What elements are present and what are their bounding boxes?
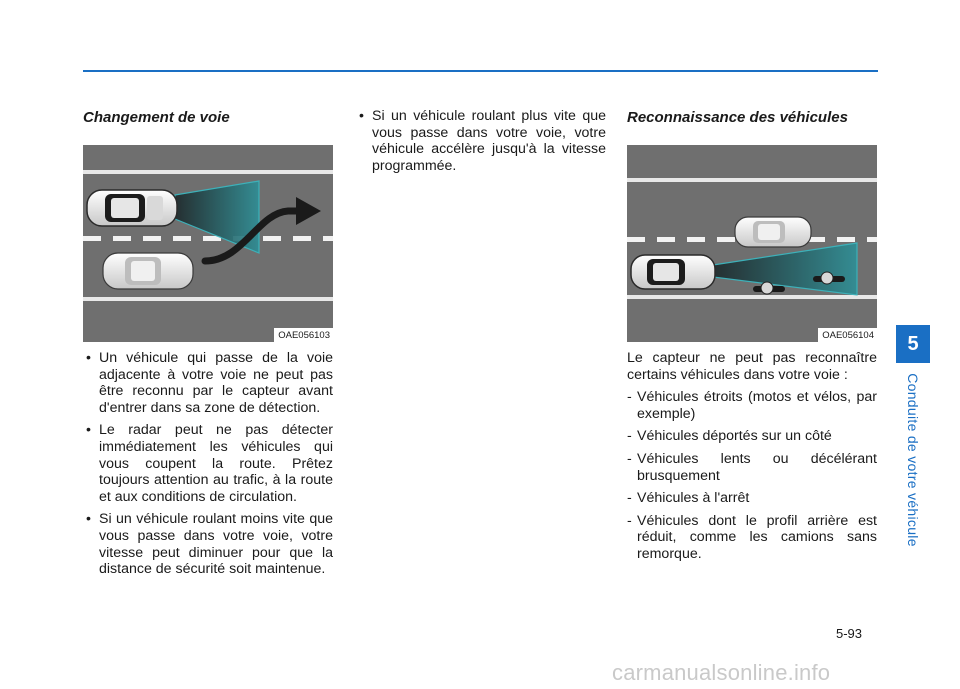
chapter-number-tab: 5 [896,325,930,363]
list-item: - Véhicules lents ou décélérant brusquement [627,451,877,484]
other-vehicle [735,217,811,247]
list-item: - Véhicules à l'arrêt [627,490,877,507]
other-vehicle [103,253,193,289]
lane-edge-bottom [83,297,333,301]
lane-change-heading: Changement de voie [83,109,230,126]
vehicle-recognition-illustration [627,145,877,342]
page-number: 5-93 [836,626,863,641]
list-item: • Un véhicule qui passe de la voie adjacente à votre voie ne peut pas être reconnu par le capteur avant d'entrer dans sa zone de détection. [83,350,333,416]
header-rule [83,70,878,72]
list-item: • Si un véhicule roulant plus vite que vous passe dans votre voie, votre véhicule accélère jusqu'à la vitesse programmée. [356,108,606,174]
middle-section [356,108,606,180]
lane-change-illustration [83,145,333,342]
list-item: • Le radar peut ne pas détecter immédiatement les véhicules qui vous coupent la route. Prêtez toujours attention au trafic, à la route et aux conditions de circulation. [83,422,333,505]
vehicle-recognition-figure [627,145,877,342]
own-vehicle [87,190,177,226]
lane-edge-top [83,170,333,174]
lane-change-figure [83,145,333,342]
middle-list [356,108,606,174]
chapter-title: Conduite de votre véhicule [905,373,921,547]
figure-code: OAE056103 [274,328,333,342]
list-item: - Véhicules déportés sur un côté [627,428,877,445]
list-item: - Véhicules étroits (motos et vélos, par exemple) [627,389,877,422]
vehicle-recognition-heading: Reconnaissance des véhicules [627,109,848,126]
lane-edge-top [627,178,877,182]
lane-change-list [83,350,333,578]
lane-divider [83,236,333,241]
lane-edge-bottom [627,295,877,299]
own-vehicle [631,255,715,289]
road-surface [83,145,333,342]
recognition-list [627,389,877,562]
watermark: carmanualsonline.info [612,660,831,685]
recognition-intro: Le capteur ne peut pas reconnaître certains véhicules dans votre voie : [627,350,877,383]
lane-change-section [83,108,333,584]
figure-code: OAE056104 [818,328,877,342]
list-item: • Si un véhicule roulant moins vite que vous passe dans votre voie, votre vitesse peut diminuer pour que la distance de sécurité soit maintenue. [83,511,333,577]
vehicle-recognition-section [627,108,877,569]
list-item: - Véhicules dont le profil arrière est réduit, comme les camions sans remorque. [627,513,877,563]
